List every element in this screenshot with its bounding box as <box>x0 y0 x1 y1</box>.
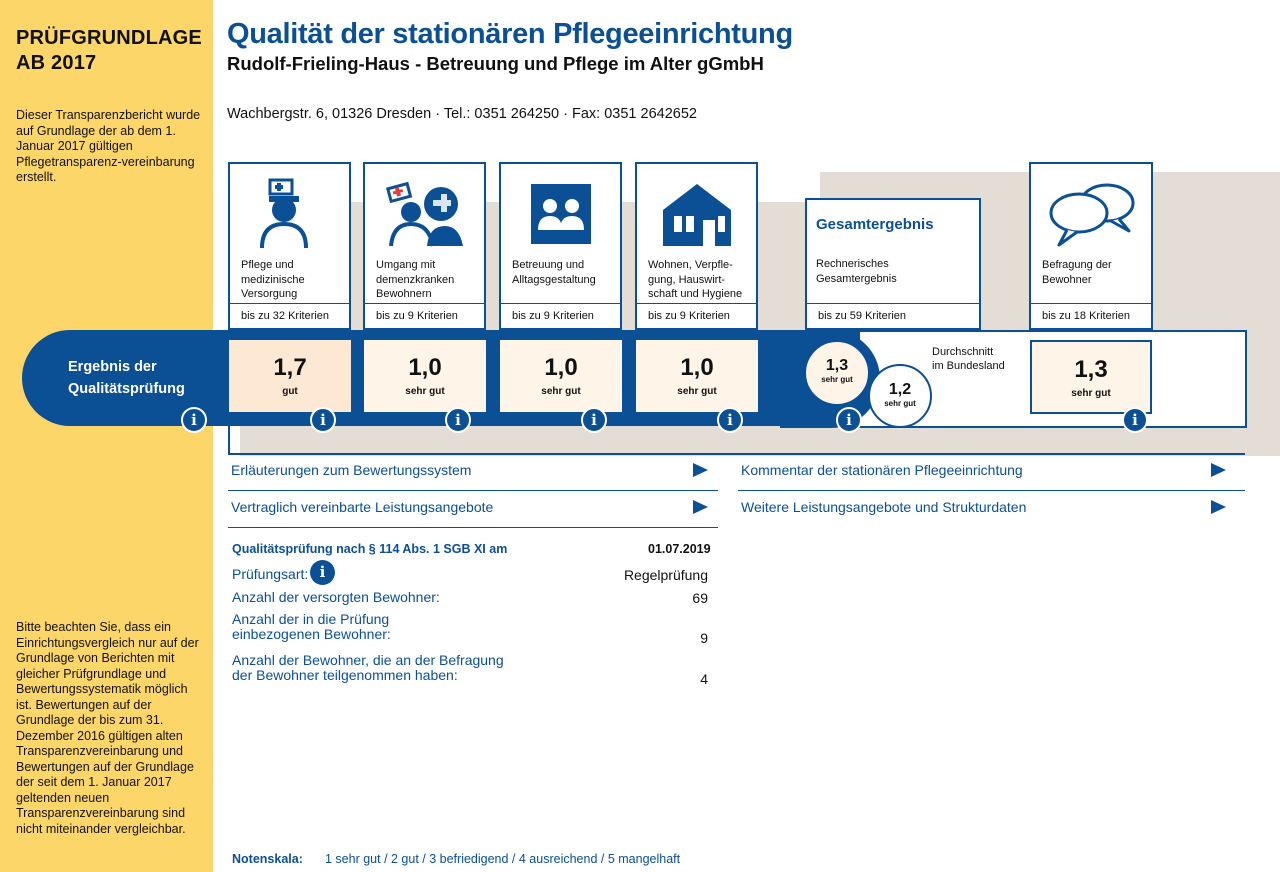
grade-gesamt <box>804 340 870 406</box>
befragung-teilnahme-label: Anzahl der Bewohner, die an der Befragung der Bewohner teilgenommen haben: <box>232 652 504 683</box>
pruefungsart-value: Regelprüfung <box>623 567 708 583</box>
gesamt-criteria: bis zu 59 Kriterien <box>807 303 979 328</box>
link-separator <box>228 527 718 528</box>
grade-bundesland-text: sehr gut <box>884 399 916 408</box>
gesamt-heading: Gesamtergebnis <box>816 216 934 233</box>
notenskala-label: Notenskala: <box>232 852 303 866</box>
link-kommentar[interactable]: Kommentar der stationären Pflegeeinrichtung <box>741 462 1023 478</box>
info-icon-demenz[interactable]: i <box>445 407 471 433</box>
card-betreuung[interactable] <box>499 162 622 330</box>
card-pflege[interactable] <box>228 162 351 330</box>
info-icon-pflege[interactable]: i <box>310 407 336 433</box>
grade-pflege-text: gut <box>282 386 298 397</box>
sidebar-note-text: Bitte beachten Sie, dass ein Einrichtungsvergleich nur auf der Grundlage von Berichten mit gleicher Prüfgrundlage und Bewertungssystematik möglich ist. Bewertungen auf der Grundlage der bis zum 31. Dezember 2016 gültigen alten Transparenzvereinbarung und Bewertungen auf der Grundlage der seit dem 1. Januar 2017 geltenden neuen Transparenzvereinbarung sind nicht miteinander vergleichbar. <box>16 620 199 836</box>
band-left-line <box>228 425 230 455</box>
nurse-icon <box>230 172 349 256</box>
pruefungsart-label: Prüfungsart: <box>232 566 309 582</box>
card-demenz-label: Umgang mit demenzkranken Bewohnern <box>376 259 455 300</box>
grade-befragung-text: sehr gut <box>1071 388 1111 399</box>
band-bottom-line <box>228 453 1245 455</box>
grade-betreuung-text: sehr gut <box>541 386 581 397</box>
card-wohnen-label: Wohnen, Verpfle- gung, Hauswirt- schaft und Hygiene <box>648 259 743 300</box>
gesamt-label: Rechnerisches Gesamtergebnis <box>816 258 897 285</box>
page-title: Qualität der stationären Pflegeeinrichtung <box>227 18 793 50</box>
notenskala-text: 1 sehr gut / 2 gut / 3 befriedigend / 4 ausreichend / 5 mangelhaft <box>325 852 681 866</box>
info-icon-wohnen[interactable]: i <box>717 407 743 433</box>
grade-wohnen <box>636 340 758 412</box>
dementia-care-icon <box>365 172 484 256</box>
grade-demenz <box>364 340 486 412</box>
grade-wohnen-value: 1,0 <box>680 354 714 381</box>
sidebar-title: PRÜFGRUNDLAGE AB 2017 <box>16 27 202 74</box>
results-band-label: Ergebnis der Qualitätsprüfung <box>68 359 185 397</box>
link-separator <box>228 490 718 491</box>
link-bewertungssystem[interactable]: Erläuterungen zum Bewertungssystem <box>231 462 472 478</box>
grade-pflege-value: 1,7 <box>273 354 307 381</box>
link-leistungsangebote[interactable]: Vertraglich vereinbarte Leistungsangebote <box>231 499 494 515</box>
info-icon-pruefungsart[interactable]: i <box>310 560 335 585</box>
grade-demenz-value: 1,0 <box>408 354 442 381</box>
grade-betreuung-value: 1,0 <box>544 354 578 381</box>
bundesland-label: Durchschnitt im Bundesland <box>932 346 1005 372</box>
arrow-right-icon[interactable] <box>693 463 708 477</box>
sidebar <box>0 0 213 872</box>
grade-befragung <box>1030 340 1152 414</box>
card-betreuung-criteria: bis zu 9 Kriterien <box>501 303 620 328</box>
grade-wohnen-text: sehr gut <box>677 386 717 397</box>
card-gesamtergebnis[interactable] <box>805 198 981 330</box>
card-befragung-criteria: bis zu 18 Kriterien <box>1031 303 1151 328</box>
sidebar-intro-text: Dieser Transparenzbericht wurde auf Grundlage der ab dem 1. Januar 2017 gültigen Pflegetransparenz-vereinbarung erstellt. <box>16 108 201 184</box>
facility-address: Wachbergstr. 6, 01326 Dresden · Tel.: 0351 264250 · Fax: 0351 2642652 <box>227 106 697 122</box>
befragung-teilnahme-value: 4 <box>700 671 708 687</box>
pruefung-heading: Qualitätsprüfung nach § 114 Abs. 1 SGB XI am <box>232 542 508 556</box>
arrow-right-icon[interactable] <box>693 500 708 514</box>
card-demenz[interactable] <box>363 162 486 330</box>
card-demenz-criteria: bis zu 9 Kriterien <box>365 303 484 328</box>
card-pflege-label: Pflege und medizinische Versorgung <box>241 259 305 300</box>
info-icon-gesamt[interactable]: i <box>836 407 862 433</box>
card-wohnen[interactable] <box>635 162 758 330</box>
pruefung-date: 01.07.2019 <box>648 542 711 556</box>
card-befragung-label: Befragung der Bewohner <box>1042 259 1112 286</box>
facility-name: Rudolf-Frieling-Haus - Betreuung und Pflege im Alter gGmbH <box>227 53 764 74</box>
link-separator <box>738 490 1245 491</box>
grade-betreuung <box>500 340 622 412</box>
einbezogen-value: 9 <box>700 630 708 646</box>
versorgt-label: Anzahl der versorgten Bewohner: <box>232 589 440 605</box>
grade-bundesland <box>868 364 932 428</box>
link-strukturdaten[interactable]: Weitere Leistungsangebote und Strukturdaten <box>741 499 1027 515</box>
card-befragung[interactable] <box>1029 162 1153 330</box>
info-icon-band[interactable]: i <box>181 407 207 433</box>
house-icon <box>637 172 756 256</box>
arrow-right-icon[interactable] <box>1211 463 1226 477</box>
card-betreuung-label: Betreuung und Alltagsgestaltung <box>512 259 596 286</box>
grade-bundesland-value: 1,2 <box>888 381 912 398</box>
card-pflege-criteria: bis zu 32 Kriterien <box>230 303 349 328</box>
versorgt-value: 69 <box>692 590 708 606</box>
einbezogen-label: Anzahl der in die Prüfung einbezogenen Bewohner: <box>232 611 391 642</box>
card-wohnen-criteria: bis zu 9 Kriterien <box>637 303 756 328</box>
arrow-right-icon[interactable] <box>1211 500 1226 514</box>
grade-gesamt-value: 1,3 <box>825 357 849 374</box>
grade-befragung-value: 1,3 <box>1074 356 1108 383</box>
grade-demenz-text: sehr gut <box>405 386 445 397</box>
grade-pflege <box>229 340 351 412</box>
info-icon-befragung[interactable]: i <box>1122 407 1148 433</box>
speech-bubbles-icon <box>1031 172 1151 256</box>
people-icon <box>501 172 620 256</box>
info-icon-betreuung[interactable]: i <box>581 407 607 433</box>
grade-gesamt-text: sehr gut <box>821 375 853 384</box>
